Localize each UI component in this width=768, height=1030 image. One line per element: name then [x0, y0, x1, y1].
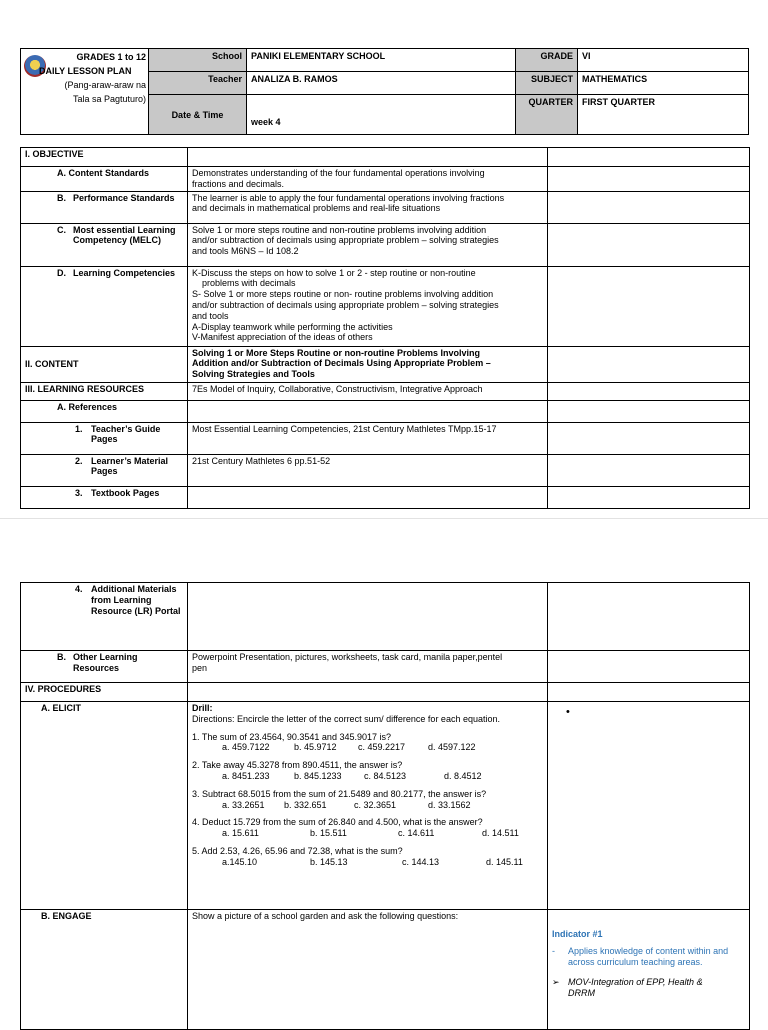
arrow-bullet-icon: ➢ [552, 977, 560, 988]
performance-standards-label: B. Performance Standards [21, 191, 188, 223]
content-standards-label: A. Content Standards [21, 167, 188, 192]
lesson-plan-table-page2 [20, 582, 750, 1030]
subject-label: SUBJECT [516, 72, 578, 95]
drill-content: Drill: Directions: Encircle the letter of the correct sum/ difference for each equation. 1. The sum of 23.4564, 90.3541 and 345.9017 is? a. 459.7122 b. 45.9712 c. 459.2217 d. 4597.122 2. Take away 45.3278 from 890.4511, the answer is? a. 8451.233 b. 845.1233 c. 84.5123 d. 8.4512 3. Subtract 68.5015 from the sum of 21.5489 and 80.2177, the answer is? a. 33.2651 b. 332.651 c. 32.3651 d. 33.1562 4. Deduct 15.729 from the sum of 26.840 and 4.500, what is the answer? a. 15.611 b. 15.511 c. 14.611 d. 14.511 5. Add 2.53, 4.26, 65.96 and 72.38, what is the sum? a.145.10 b. 145.13 c. 144.13 d. 145.11 [188, 702, 548, 910]
learning-resources-label: III. LEARNING RESOURCES [21, 382, 188, 400]
procedures-label: IV. PROCEDURES [21, 683, 188, 702]
header-table [20, 48, 749, 135]
other-resources-value: Powerpoint Presentation, pictures, worksheets, task card, manila paper,pentel pen [188, 651, 548, 683]
teacher-value: ANALIZA B. RAMOS [247, 72, 516, 95]
indicator-notes [548, 910, 750, 1030]
learners-material-value: 21st Century Mathletes 6 pp.51-52 [188, 454, 548, 486]
textbook-pages-label: 3. Textbook Pages [21, 486, 188, 508]
subject-value: MATHEMATICS [578, 72, 749, 95]
school-value: PANIKI ELEMENTARY SCHOOL [247, 49, 516, 72]
teacher-label: Teacher [149, 72, 247, 95]
teachers-guide-value: Most Essential Learning Competencies, 21st Century Mathletes TMpp.15-17 [188, 422, 548, 454]
learning-competencies-value: K-Discuss the steps on how to solve 1 or 2 - step routine or non-routine problems with decimals S- Solve 1 or more steps routine or non- routine problems involving addition and/or subtraction of decimals using appropriate problem – solving strategies and tools A-Display teamwork while performing the activities V-Manifest appreciation of the ideas of others [188, 266, 548, 346]
content-standards-value: Demonstrates understanding of the four fundamental operations involving fractions and decimals. [188, 167, 548, 192]
mov-note: ➢ MOV-Integration of EPP, Health & DRRM [552, 977, 703, 999]
drill-question: 3. Subtract 68.5015 from the sum of 21.5489 and 80.2177, the answer is? a. 33.2651 b. 332.651 c. 32.3651 d. 33.1562 [192, 788, 487, 810]
engage-value: Show a picture of a school garden and ask the following questions: [188, 910, 548, 1030]
drill-question: 1. The sum of 23.4564, 90.3541 and 345.9017 is? a. 459.7122 b. 45.9712 c. 459.2217 d. 4597.122 [192, 731, 476, 753]
learning-resources-value: 7Es Model of Inquiry, Collaborative, Constructivism, Integrative Approach [188, 382, 548, 400]
indicator-title: Indicator #1 [552, 929, 603, 939]
additional-materials-label: 4. Additional Materials from Learning Resource (LR) Portal [21, 583, 188, 651]
melc-label: C. Most essential Learning Competency (MELC) [21, 223, 188, 266]
melc-value: Solve 1 or more steps routine and non-routine problems involving addition and/or subtraction of decimals using appropriate problem – solving strategies and tools M6NS – Id 108.2 [188, 223, 548, 266]
elicit-label: A. ELICIT [21, 702, 188, 910]
performance-standards-value: The learner is able to apply the four fundamental operations involving fractions and decimals in mathematical problems and real-life situations [188, 191, 548, 223]
datetime-value: week 4 [247, 95, 516, 135]
quarter-label: QUARTER [516, 95, 578, 135]
content-label: II. CONTENT [21, 346, 188, 382]
quarter-value: FIRST QUARTER [578, 95, 749, 135]
engage-label: B. ENGAGE [21, 910, 188, 1030]
drill-question: 2. Take away 45.3278 from 890.4511, the answer is? a. 8451.233 b. 845.1233 c. 84.5123 d. 8.4512 [192, 760, 482, 781]
school-label: School [149, 49, 247, 72]
dlp-title: GRADES 1 to 12 DAILY LESSON PLAN (Pang-araw-araw na Tala sa Pagtuturo) [21, 49, 149, 135]
content-value: Solving 1 or More Steps Routine or non-routine Problems Involving Addition and/or Subtraction of Decimals Using Appropriate Problem – Solving Strategies and Tools [188, 346, 548, 382]
indicator-item: - Applies knowledge of content within and across curriculum teaching areas. [552, 945, 729, 967]
grade-value: VI [578, 49, 749, 72]
datetime-label: Date & Time [149, 95, 247, 135]
other-resources-label: B. Other Learning Resources [21, 651, 188, 683]
drill-question: 4. Deduct 15.729 from the sum of 26.840 and 4.500, what is the answer? a. 15.611 b. 15.511 c. 14.611 d. 14.511 [192, 817, 519, 839]
drill-question: 5. Add 2.53, 4.26, 65.96 and 72.38, what is the sum? a.145.10 b. 145.13 c. 144.13 d. 145.11 [192, 845, 523, 867]
grade-label: GRADE [516, 49, 578, 72]
objective-label: I. OBJECTIVE [21, 148, 188, 167]
teachers-guide-label: 1. Teacher’s Guide Pages [21, 422, 188, 454]
learners-material-label: 2. Learner’s Material Pages [21, 454, 188, 486]
page-break-divider [0, 518, 768, 519]
references-label: A. References [21, 400, 188, 422]
bullet-point: • [548, 702, 750, 910]
lesson-plan-table-page1 [20, 147, 750, 509]
learning-competencies-label: D. Learning Competencies [21, 266, 188, 346]
